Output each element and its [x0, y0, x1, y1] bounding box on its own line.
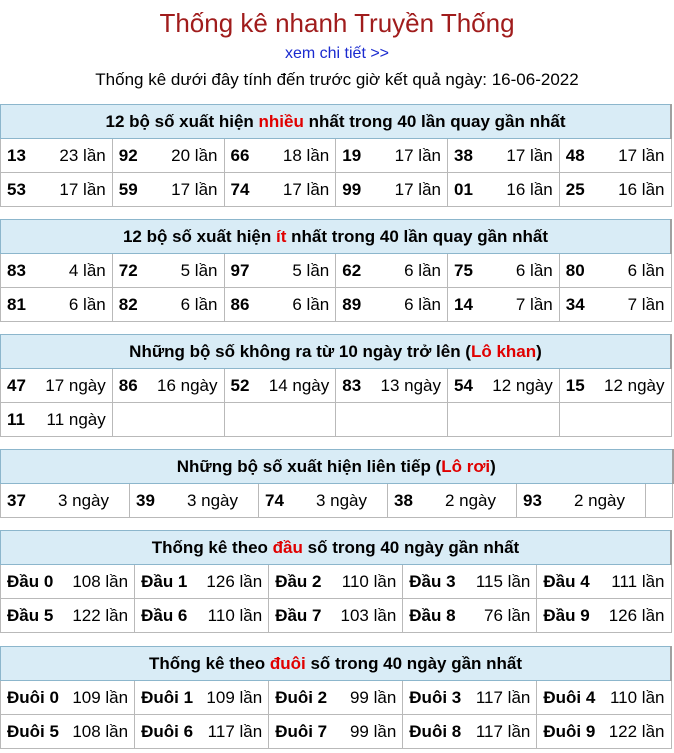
stat-cell: Đầu 4 111 lần	[537, 565, 671, 599]
stat-cell: 59 17 lần	[112, 173, 224, 207]
table-row	[1, 484, 673, 518]
table-row	[1, 139, 672, 173]
table-row	[1, 403, 672, 437]
stat-cell: Đầu 9 126 lần	[537, 599, 671, 633]
table-row	[1, 288, 672, 322]
stat-cell: 74 17 lần	[224, 173, 336, 207]
stat-cell: Đuôi 2 99 lần	[269, 681, 403, 715]
stat-cell: Đuôi 0 109 lần	[1, 681, 135, 715]
stat-cell: 86 16 ngày	[112, 369, 224, 403]
stat-cell: Đuôi 3 117 lần	[403, 681, 537, 715]
most-frequent-table	[0, 104, 672, 207]
stat-cell: Đuôi 1 109 lần	[135, 681, 269, 715]
stat-cell: 14 7 lần	[448, 288, 560, 322]
table-row	[1, 599, 672, 633]
lo-roi-section	[0, 449, 672, 518]
lo-roi-table	[0, 449, 674, 518]
lo-khan-table	[0, 334, 672, 437]
stat-cell: 97 5 lần	[224, 254, 336, 288]
duoi-table	[0, 646, 672, 749]
stat-cell: 13 23 lần	[1, 139, 113, 173]
stat-cell: 66 18 lần	[224, 139, 336, 173]
view-detail-link[interactable]: xem chi tiết >>	[284, 45, 390, 62]
lo-khan-section	[0, 334, 672, 437]
duoi-title: Thống kê theo đuôi số trong 40 ngày gần nhất	[1, 647, 672, 681]
table-row	[1, 681, 672, 715]
stat-cell: 72 5 lần	[112, 254, 224, 288]
stat-cell: 25 16 lần	[559, 173, 671, 207]
empty-cell	[646, 484, 673, 518]
stat-cell: Đầu 3 115 lần	[403, 565, 537, 599]
stat-cell: 54 12 ngày	[448, 369, 560, 403]
stat-cell: Đuôi 8 117 lần	[403, 715, 537, 749]
page-title: Thống kê nhanh Truyền Thống	[159, 8, 515, 38]
stat-cell: 19 17 lần	[336, 139, 448, 173]
stat-cell: Đuôi 6 117 lần	[135, 715, 269, 749]
duoi-section	[0, 646, 672, 749]
stat-cell: Đầu 0 108 lần	[1, 565, 135, 599]
empty-cell	[559, 403, 671, 437]
stat-cell: 39 3 ngày	[130, 484, 259, 518]
stat-cell: 37 3 ngày	[1, 484, 130, 518]
stat-cell: Đuôi 9 122 lần	[537, 715, 671, 749]
stat-cell: 38 2 ngày	[388, 484, 517, 518]
stat-cell: 89 6 lần	[336, 288, 448, 322]
date-note: Thống kê dưới đây tính đến trước giờ kết quả ngày: 16-06-2022	[95, 70, 579, 89]
stat-cell: Đầu 2 110 lần	[269, 565, 403, 599]
stat-cell: Đầu 7 103 lần	[269, 599, 403, 633]
stat-cell: 83 4 lần	[1, 254, 113, 288]
stat-cell: Đầu 5 122 lần	[1, 599, 135, 633]
most-frequent-title: 12 bộ số xuất hiện nhiều nhất trong 40 lần quay gần nhất	[1, 105, 672, 139]
table-row	[1, 254, 672, 288]
table-row	[1, 715, 672, 749]
stat-cell: 62 6 lần	[336, 254, 448, 288]
most-frequent-section	[0, 104, 672, 207]
empty-cell	[224, 403, 336, 437]
stat-cell: 80 6 lần	[559, 254, 671, 288]
stat-cell: 81 6 lần	[1, 288, 113, 322]
stat-cell: 38 17 lần	[448, 139, 560, 173]
empty-cell	[112, 403, 224, 437]
stat-cell: 86 6 lần	[224, 288, 336, 322]
stat-cell: 47 17 ngày	[1, 369, 113, 403]
table-row	[1, 369, 672, 403]
empty-cell	[336, 403, 448, 437]
stat-cell: 11 11 ngày	[1, 403, 113, 437]
empty-cell	[448, 403, 560, 437]
stat-cell: 75 6 lần	[448, 254, 560, 288]
stat-cell: 83 13 ngày	[336, 369, 448, 403]
least-frequent-table	[0, 219, 672, 322]
stat-cell: 15 12 ngày	[559, 369, 671, 403]
lo-khan-title: Những bộ số không ra từ 10 ngày trở lên (Lô khan)	[1, 335, 672, 369]
stat-cell: 34 7 lần	[559, 288, 671, 322]
table-row	[1, 565, 672, 599]
stat-cell: Đuôi 5 108 lần	[1, 715, 135, 749]
stat-cell: 52 14 ngày	[224, 369, 336, 403]
dau-section	[0, 530, 672, 633]
stat-cell: Đuôi 7 99 lần	[269, 715, 403, 749]
stat-cell: Đầu 8 76 lần	[403, 599, 537, 633]
stat-cell: 48 17 lần	[559, 139, 671, 173]
stat-cell: Đầu 1 126 lần	[135, 565, 269, 599]
least-frequent-title: 12 bộ số xuất hiện ít nhất trong 40 lần quay gần nhất	[1, 220, 672, 254]
stat-cell: 92 20 lần	[112, 139, 224, 173]
stat-cell: 01 16 lần	[448, 173, 560, 207]
stat-cell: 99 17 lần	[336, 173, 448, 207]
least-frequent-section	[0, 219, 672, 322]
stat-cell: 93 2 ngày	[517, 484, 646, 518]
dau-table	[0, 530, 672, 633]
lo-roi-title: Những bộ số xuất hiện liên tiếp (Lô rơi)	[1, 450, 673, 484]
table-row	[1, 173, 672, 207]
stat-cell: 53 17 lần	[1, 173, 113, 207]
stat-cell: Đầu 6 110 lần	[135, 599, 269, 633]
stat-cell: 74 3 ngày	[259, 484, 388, 518]
stat-cell: 82 6 lần	[112, 288, 224, 322]
stat-cell: Đuôi 4 110 lần	[537, 681, 671, 715]
dau-title: Thống kê theo đầu số trong 40 ngày gần nhất	[1, 531, 672, 565]
